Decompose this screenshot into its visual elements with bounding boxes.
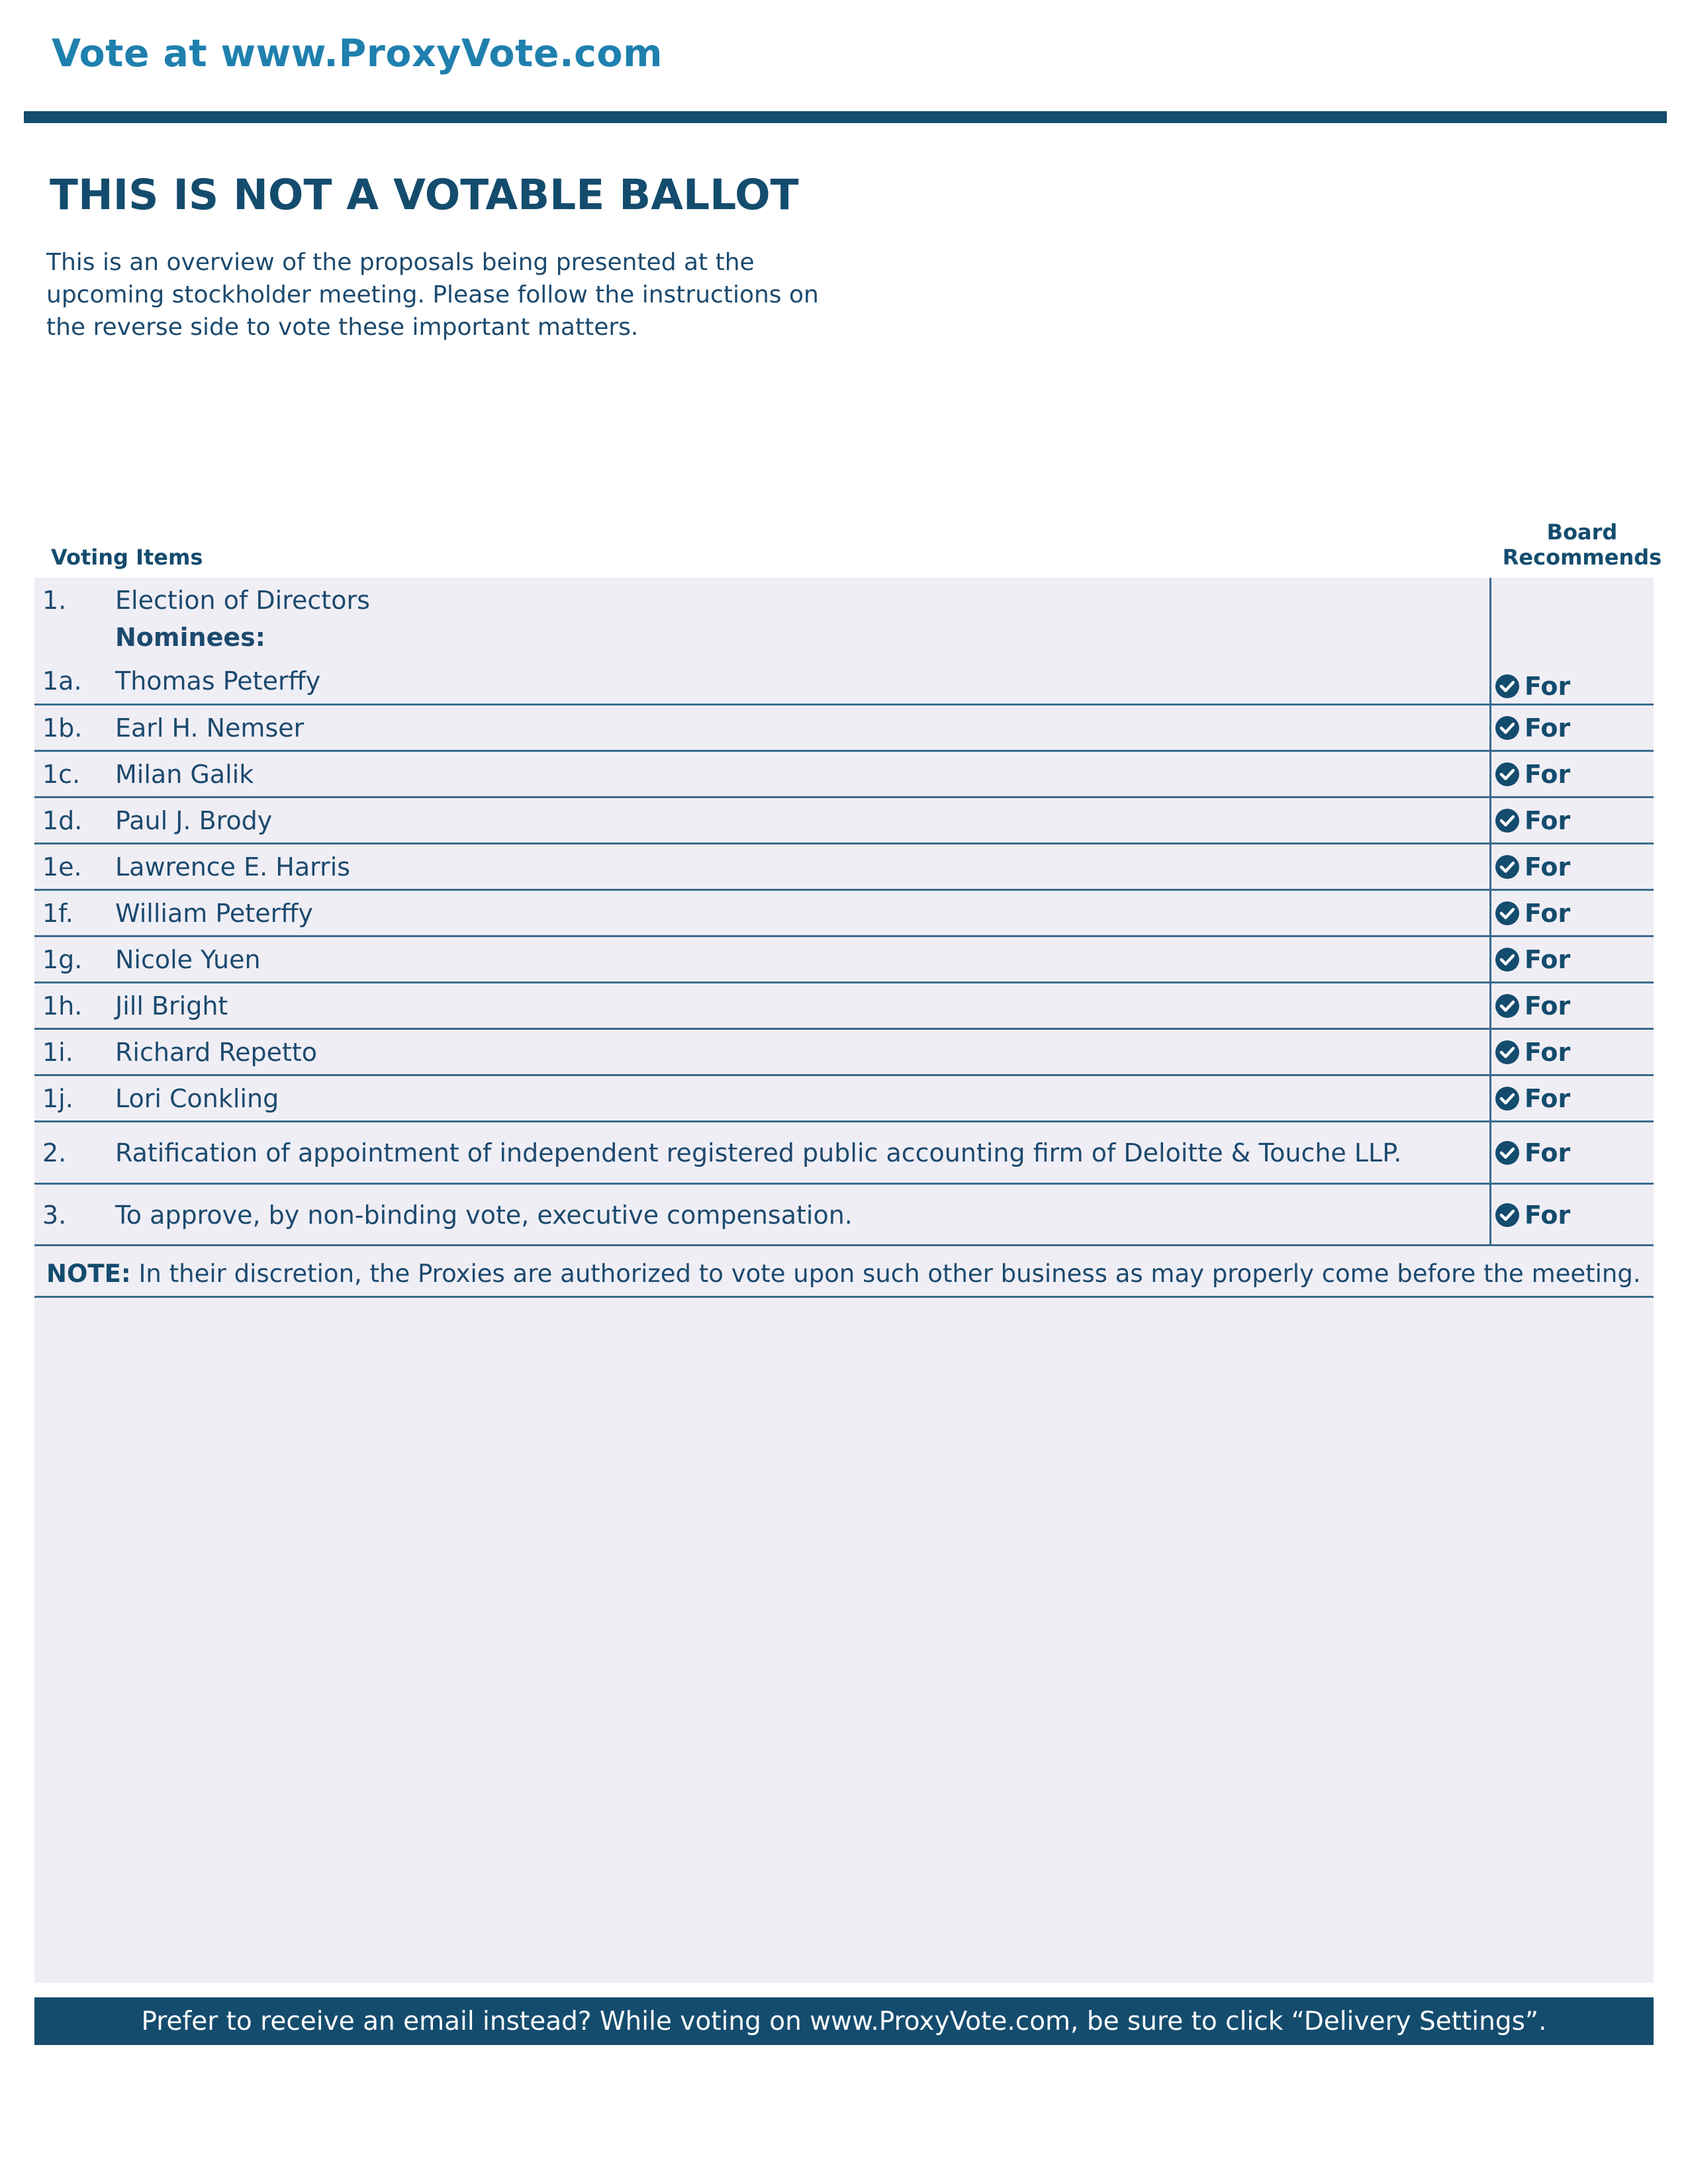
board-recommendation	[1494, 1201, 1570, 1230]
intro-line: This is an overview of the proposals being presented at the	[46, 249, 755, 276]
recommendation-label: For	[1524, 760, 1571, 789]
board-recommendation	[1494, 899, 1570, 928]
check-circle-icon	[1494, 761, 1521, 788]
board-recommendation	[1494, 713, 1570, 743]
item-number: 1d.	[42, 806, 83, 835]
item-number: 1a.	[42, 666, 82, 696]
recommendation-label: For	[1524, 852, 1571, 882]
column-header-line: Board	[1546, 520, 1618, 545]
nominee-name: Richard Repetto	[115, 1038, 318, 1067]
nominee-row	[34, 1076, 1654, 1122]
board-recommendation	[1494, 760, 1570, 789]
item-text: Election of Directors	[115, 586, 370, 615]
item-number: 2.	[42, 1138, 67, 1167]
nominee-name: William Peterffy	[115, 899, 313, 928]
nominee-row	[34, 644, 1654, 705]
item-number: 1h.	[42, 991, 83, 1021]
board-recommendation	[1494, 1084, 1570, 1113]
check-circle-icon	[1494, 854, 1521, 880]
item-text: Ratification of appointment of independent registered public accounting firm of Deloitte & Touche LLP.	[115, 1138, 1402, 1167]
item-number: 1.	[42, 586, 67, 615]
column-header-board-recommends	[1476, 520, 1688, 570]
row-divider	[34, 1244, 1654, 1246]
intro-line: upcoming stockholder meeting. Please follow the instructions on	[46, 281, 819, 308]
note-text	[46, 1259, 1641, 1288]
check-circle-icon	[1494, 900, 1521, 927]
nominee-name: Thomas Peterffy	[115, 666, 321, 696]
nominee-row	[34, 844, 1654, 891]
nominee-name: Milan Galik	[115, 760, 254, 789]
column-header-voting-items: Voting Items	[51, 545, 203, 570]
nominee-name: Lori Conkling	[115, 1084, 279, 1113]
nominee-name: Jill Bright	[115, 991, 228, 1021]
nominee-name: Lawrence E. Harris	[115, 852, 351, 882]
item-number: 1f.	[42, 899, 73, 928]
nominee-row	[34, 891, 1654, 937]
nominee-row	[34, 1030, 1654, 1076]
board-recommendation	[1494, 806, 1570, 835]
nominee-name: Earl H. Nemser	[115, 713, 305, 743]
check-circle-icon	[1494, 1085, 1521, 1112]
check-circle-icon	[1494, 673, 1521, 700]
proposal-row-2	[34, 1122, 1654, 1185]
recommendation-label: For	[1524, 1084, 1571, 1113]
check-circle-icon	[1494, 993, 1521, 1019]
column-header-line: Recommends	[1502, 545, 1662, 570]
item-number: 1i.	[42, 1038, 73, 1067]
board-recommendation	[1494, 1038, 1570, 1067]
board-recommendation	[1494, 672, 1570, 701]
intro-line: the reverse side to vote these important matters.	[46, 314, 639, 341]
nominee-name: Paul J. Brody	[115, 806, 273, 835]
nominee-row	[34, 705, 1654, 752]
intro-text	[46, 246, 900, 343]
check-circle-icon	[1494, 1140, 1521, 1166]
nominees-subheading: Nominees:	[115, 623, 265, 652]
item-number: 1g.	[42, 945, 83, 974]
recommendation-label: For	[1524, 945, 1571, 974]
footer-text: Prefer to receive an email instead? While voting on www.ProxyVote.com, be sure to click “Delivery Settings”.	[141, 2006, 1547, 2036]
recommendation-label: For	[1524, 672, 1571, 701]
item-number: 3.	[42, 1201, 67, 1230]
recommendation-label: For	[1524, 713, 1571, 743]
header-rule	[24, 111, 1667, 123]
recommendation-label: For	[1524, 991, 1571, 1021]
nominee-row	[34, 798, 1654, 844]
nominee-row	[34, 937, 1654, 983]
nominee-name: Nicole Yuen	[115, 945, 261, 974]
recommendation-label: For	[1524, 1038, 1571, 1067]
proposal-row-1	[34, 578, 1654, 652]
recommendation-label: For	[1524, 806, 1571, 835]
check-circle-icon	[1494, 1202, 1521, 1228]
footer-banner	[34, 1997, 1654, 2045]
check-circle-icon	[1494, 807, 1521, 834]
check-circle-icon	[1494, 715, 1521, 741]
recommendation-label: For	[1524, 1201, 1571, 1230]
check-circle-icon	[1494, 1039, 1521, 1066]
board-recommendation	[1494, 1138, 1570, 1167]
item-number: 1c.	[42, 760, 81, 789]
note-divider	[34, 1296, 1654, 1298]
recommendation-label: For	[1524, 1138, 1571, 1167]
board-recommendation	[1494, 991, 1570, 1021]
item-number: 1b.	[42, 713, 83, 743]
nominee-row	[34, 983, 1654, 1030]
nominee-row	[34, 752, 1654, 798]
item-text: To approve, by non-binding vote, executive compensation.	[115, 1201, 853, 1230]
item-number: 1j.	[42, 1084, 73, 1113]
note-label: NOTE:	[46, 1259, 131, 1288]
recommendation-label: For	[1524, 899, 1571, 928]
item-number: 1e.	[42, 852, 82, 882]
board-recommendation	[1494, 945, 1570, 974]
note-body: In their discretion, the Proxies are authorized to vote upon such other business as may properly come before the meeting.	[130, 1259, 1641, 1288]
check-circle-icon	[1494, 946, 1521, 973]
header-link[interactable]: Vote at www.ProxyVote.com	[52, 32, 663, 75]
board-recommendation	[1494, 852, 1570, 882]
page-title: THIS IS NOT A VOTABLE BALLOT	[50, 171, 799, 219]
proposal-row-3	[34, 1185, 1654, 1246]
